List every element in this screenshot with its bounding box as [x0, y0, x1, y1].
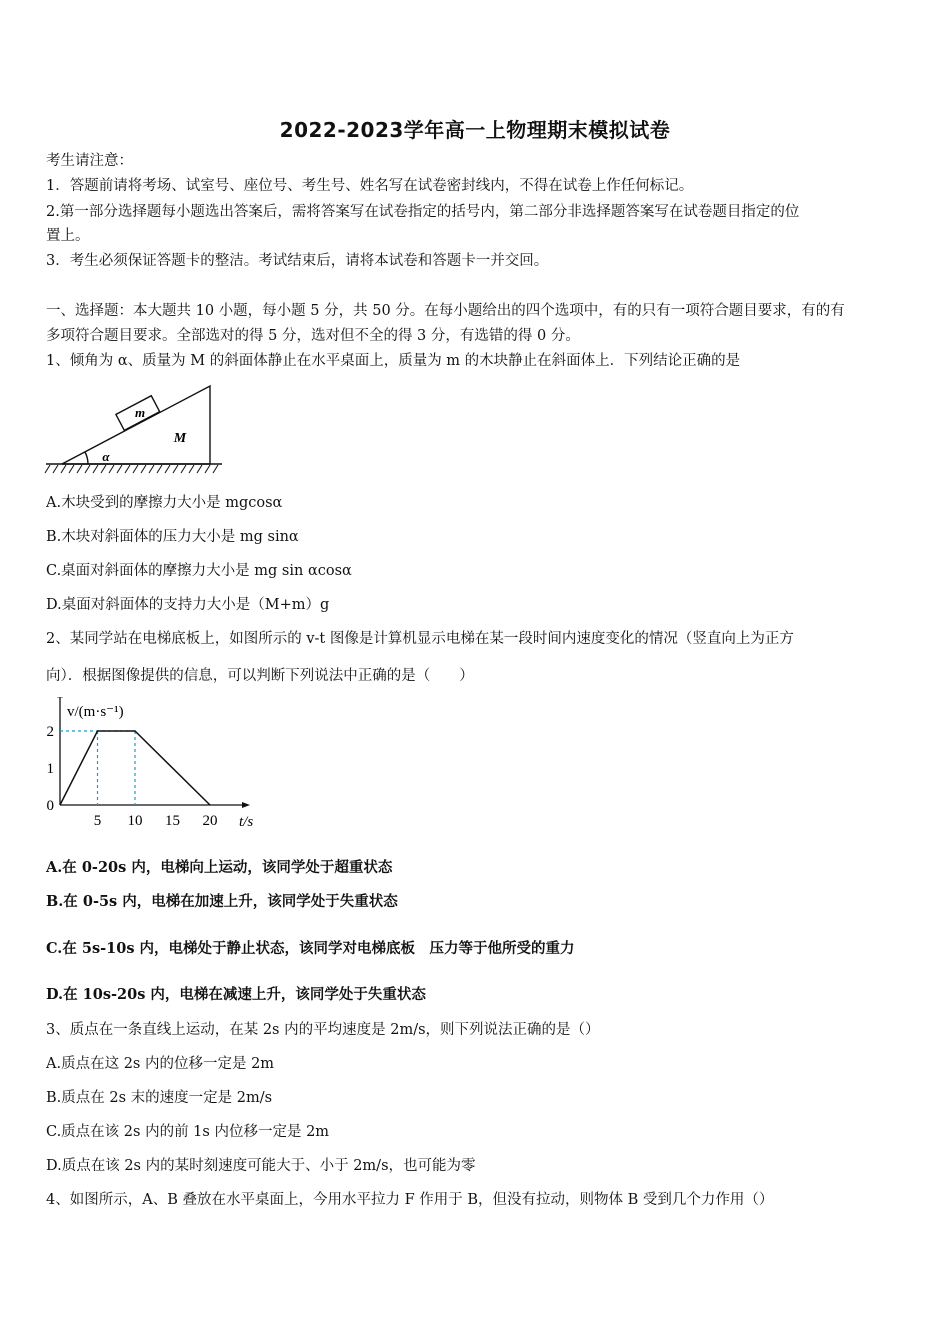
q2-option-d: D.在 10s-20s 内，电梯在减速上升，该同学处于失重状态 [46, 986, 426, 1003]
question-1-stem: 1、倾角为 α、质量为 M 的斜面体静止在水平桌面上，质量为 m 的木块静止在斜面体上．下列结论正确的是 [46, 353, 741, 369]
ground-hatching [45, 465, 218, 473]
q1-option-a: A.木块受到的摩擦力大小是 mgcosα [46, 495, 283, 511]
incline-body [62, 386, 210, 464]
q2-option-b: B.在 0-5s 内，电梯在加速上升，该同学处于失重状态 [46, 893, 398, 910]
q1-option-d: D.桌面对斜面体的支持力大小是（M+m）g [46, 597, 330, 613]
angle-arc [85, 452, 88, 464]
question-2-stem-line1: 2、某同学站在电梯底板上，如图所示的 v-t 图像是计算机显示电梯在某一段时间内速度变化的情况（竖直向上为正方 [46, 631, 794, 647]
angle-label: α [102, 449, 110, 464]
x-tick-label: 10 [127, 813, 143, 829]
incline-diagram [44, 381, 224, 476]
vt-chart [40, 697, 255, 832]
y-tick-label: 2 [46, 724, 54, 740]
y-tick-label: 1 [46, 761, 54, 777]
x-axis-label: t/s [239, 814, 254, 830]
notice-item-3: 3．考生必须保证答题卡的整洁。考试结束后，请将本试卷和答题卡一并交回。 [46, 253, 549, 269]
page-title: 2022-2023学年高一上物理期末模拟试卷 [279, 118, 671, 142]
section-heading-line2: 多项符合题目要求。全部选对的得 5 分，选对但不全的得 3 分，有选错的得 0 分。 [46, 328, 580, 344]
x-tick-label: 20 [202, 813, 218, 829]
q3-option-a: A.质点在这 2s 内的位移一定是 2m [46, 1056, 275, 1072]
notice-heading: 考生请注意： [46, 153, 133, 169]
x-axis-arrow [242, 802, 250, 808]
q3-option-c: C.质点在该 2s 内的前 1s 内位移一定是 2m [46, 1124, 330, 1140]
section-heading-line1: 一、选择题：本大题共 10 小题，每小题 5 分，共 50 分。在每小题给出的四个选项中，有的只有一项符合题目要求，有的有 [46, 303, 845, 319]
question-2-stem-line2: 向）．根据图像提供的信息，可以判断下列说法中正确的是（ ） [46, 668, 474, 684]
q3-option-b: B.质点在 2s 末的速度一定是 2m/s [46, 1090, 273, 1106]
y-tick-label: 0 [46, 798, 54, 814]
q3-option-d: D.质点在该 2s 内的某时刻速度可能大于、小于 2m/s，也可能为零 [46, 1158, 476, 1174]
q1-option-b: B.木块对斜面体的压力大小是 mg sinα [46, 529, 299, 545]
block-label: m [134, 405, 146, 420]
q1-option-c: C.桌面对斜面体的摩擦力大小是 mg sin αcosα [46, 563, 352, 579]
q2-option-c: C.在 5s-10s 内，电梯处于静止状态，该同学对电梯底板 压力等于他所受的重力 [46, 940, 575, 957]
x-tick-label: 15 [165, 813, 180, 829]
incline-label: M [173, 431, 187, 446]
y-axis-label: v/(m·s⁻¹) [67, 704, 124, 720]
x-tick-label: 5 [93, 813, 102, 829]
q2-option-a: A.在 0-20s 内，电梯向上运动，该同学处于超重状态 [46, 859, 393, 876]
question-4-stem: 4、如图所示，A、B 叠放在水平桌面上，今用水平拉力 F 作用于 B，但没有拉动，则物体 B 受到几个力作用（） [46, 1192, 774, 1208]
question-3-stem: 3、质点在一条直线上运动，在某 2s 内的平均速度是 2m/s，则下列说法正确的是（） [46, 1022, 600, 1038]
notice-item-2-cont: 置上。 [46, 228, 90, 244]
notice-item-2: 2.第一部分选择题每小题选出答案后，需将答案写在试卷指定的括号内，第二部分非选择题答案写在试卷题目指定的位 [46, 204, 800, 220]
notice-item-1: 1．答题前请将考场、试室号、座位号、考生号、姓名写在试卷密封线内，不得在试卷上作任何标记。 [46, 178, 694, 194]
